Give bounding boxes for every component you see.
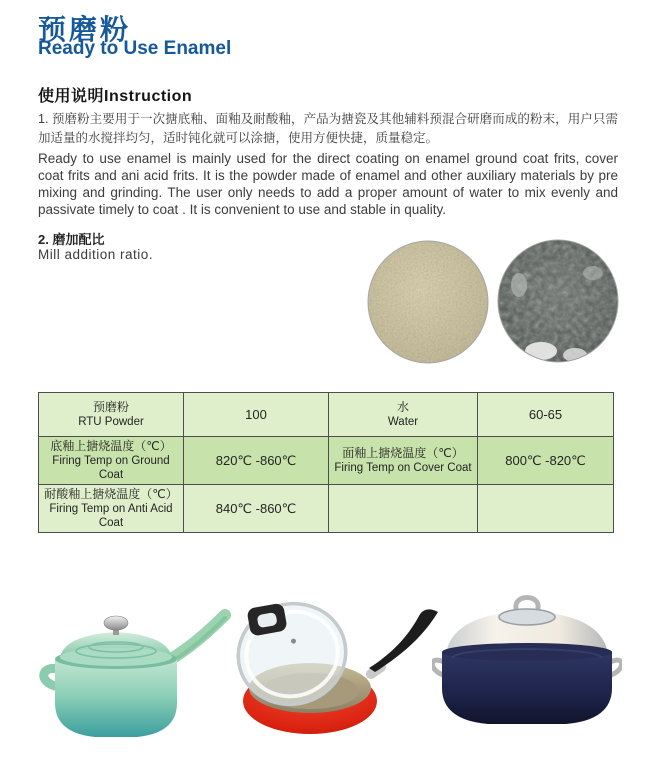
- cell-value: 820℃ -860℃: [215, 452, 297, 468]
- table-cell: [478, 393, 614, 437]
- cell-label-cn: 面釉上搪烧温度（℃）: [342, 446, 464, 460]
- table-cell: [39, 485, 184, 533]
- cell-label-en: Firing Temp on Cover Coat: [334, 462, 472, 474]
- cell-value: 100: [245, 406, 267, 422]
- cell-value: 800℃ -820℃: [505, 452, 586, 468]
- cell-label-en: Firing Temp on Anti Acid Coat: [49, 503, 173, 529]
- table-cell: [329, 437, 478, 485]
- mill-addition-table: [38, 392, 614, 533]
- page-title-chinese: 预磨粉: [38, 14, 132, 45]
- instruction-paragraph-english: Ready to use enamel is mainly used for the direct coating on enamel ground coat frits, cover coat frits and ani acid frits. It is the powder made of enamel and other auxiliary materials by pre mixing and grinding. The user only needs to add a proper amount of water to mix evenly and passivate timely to coat . It is convenient to use and stable in quality.: [38, 151, 618, 217]
- cell-label-cn: 底釉上搪烧温度（℃）: [50, 439, 172, 453]
- ratio-heading-chinese: 2. 磨加配比: [38, 232, 105, 247]
- table-row: [39, 393, 614, 437]
- ratio-heading-english: Mill addition ratio.: [38, 247, 154, 262]
- cell-value: 840℃ -860℃: [215, 500, 297, 516]
- page-title-english: Ready to Use Enamel: [38, 38, 232, 59]
- table-cell: [329, 393, 478, 437]
- table-cell: [478, 437, 614, 485]
- mint-saucepan-image: [33, 597, 233, 747]
- powder-sample-light-image: [367, 240, 489, 364]
- cell-label-cn: 预磨粉: [92, 400, 129, 414]
- navy-casserole-image: [432, 592, 622, 737]
- instruction-paragraph-chinese: 1. 预磨粉主要用于一次搪底釉、面釉及耐酸釉，产品为搪瓷及其他辅料预混合研磨而成的粉末，用户只需加适量的水搅拌均匀，适时钝化就可以涂搪，使用方便快捷，质量稳定。: [38, 112, 618, 145]
- table-cell: [329, 485, 478, 533]
- cell-value: 60-65: [528, 406, 563, 422]
- cell-label-cn: 耐酸釉上搪烧温度（℃）: [44, 487, 178, 501]
- cell-label-en: Water: [387, 416, 419, 428]
- cell-label-en: RTU Powder: [78, 416, 144, 428]
- red-frypan-image: [225, 596, 455, 764]
- table-cell: [184, 393, 329, 437]
- table-cell: [39, 393, 184, 437]
- table-row: [39, 437, 614, 485]
- table-cell: [184, 485, 329, 533]
- table-cell: [39, 437, 184, 485]
- table-cell: [478, 485, 614, 533]
- table-cell: [184, 437, 329, 485]
- powder-sample-dark-image: [497, 239, 619, 363]
- cell-label-en: Firing Temp on Ground Coat: [52, 455, 170, 481]
- cell-label-cn: 水: [396, 400, 409, 414]
- instruction-heading: 使用说明Instruction: [38, 88, 193, 105]
- table-row: [39, 485, 614, 533]
